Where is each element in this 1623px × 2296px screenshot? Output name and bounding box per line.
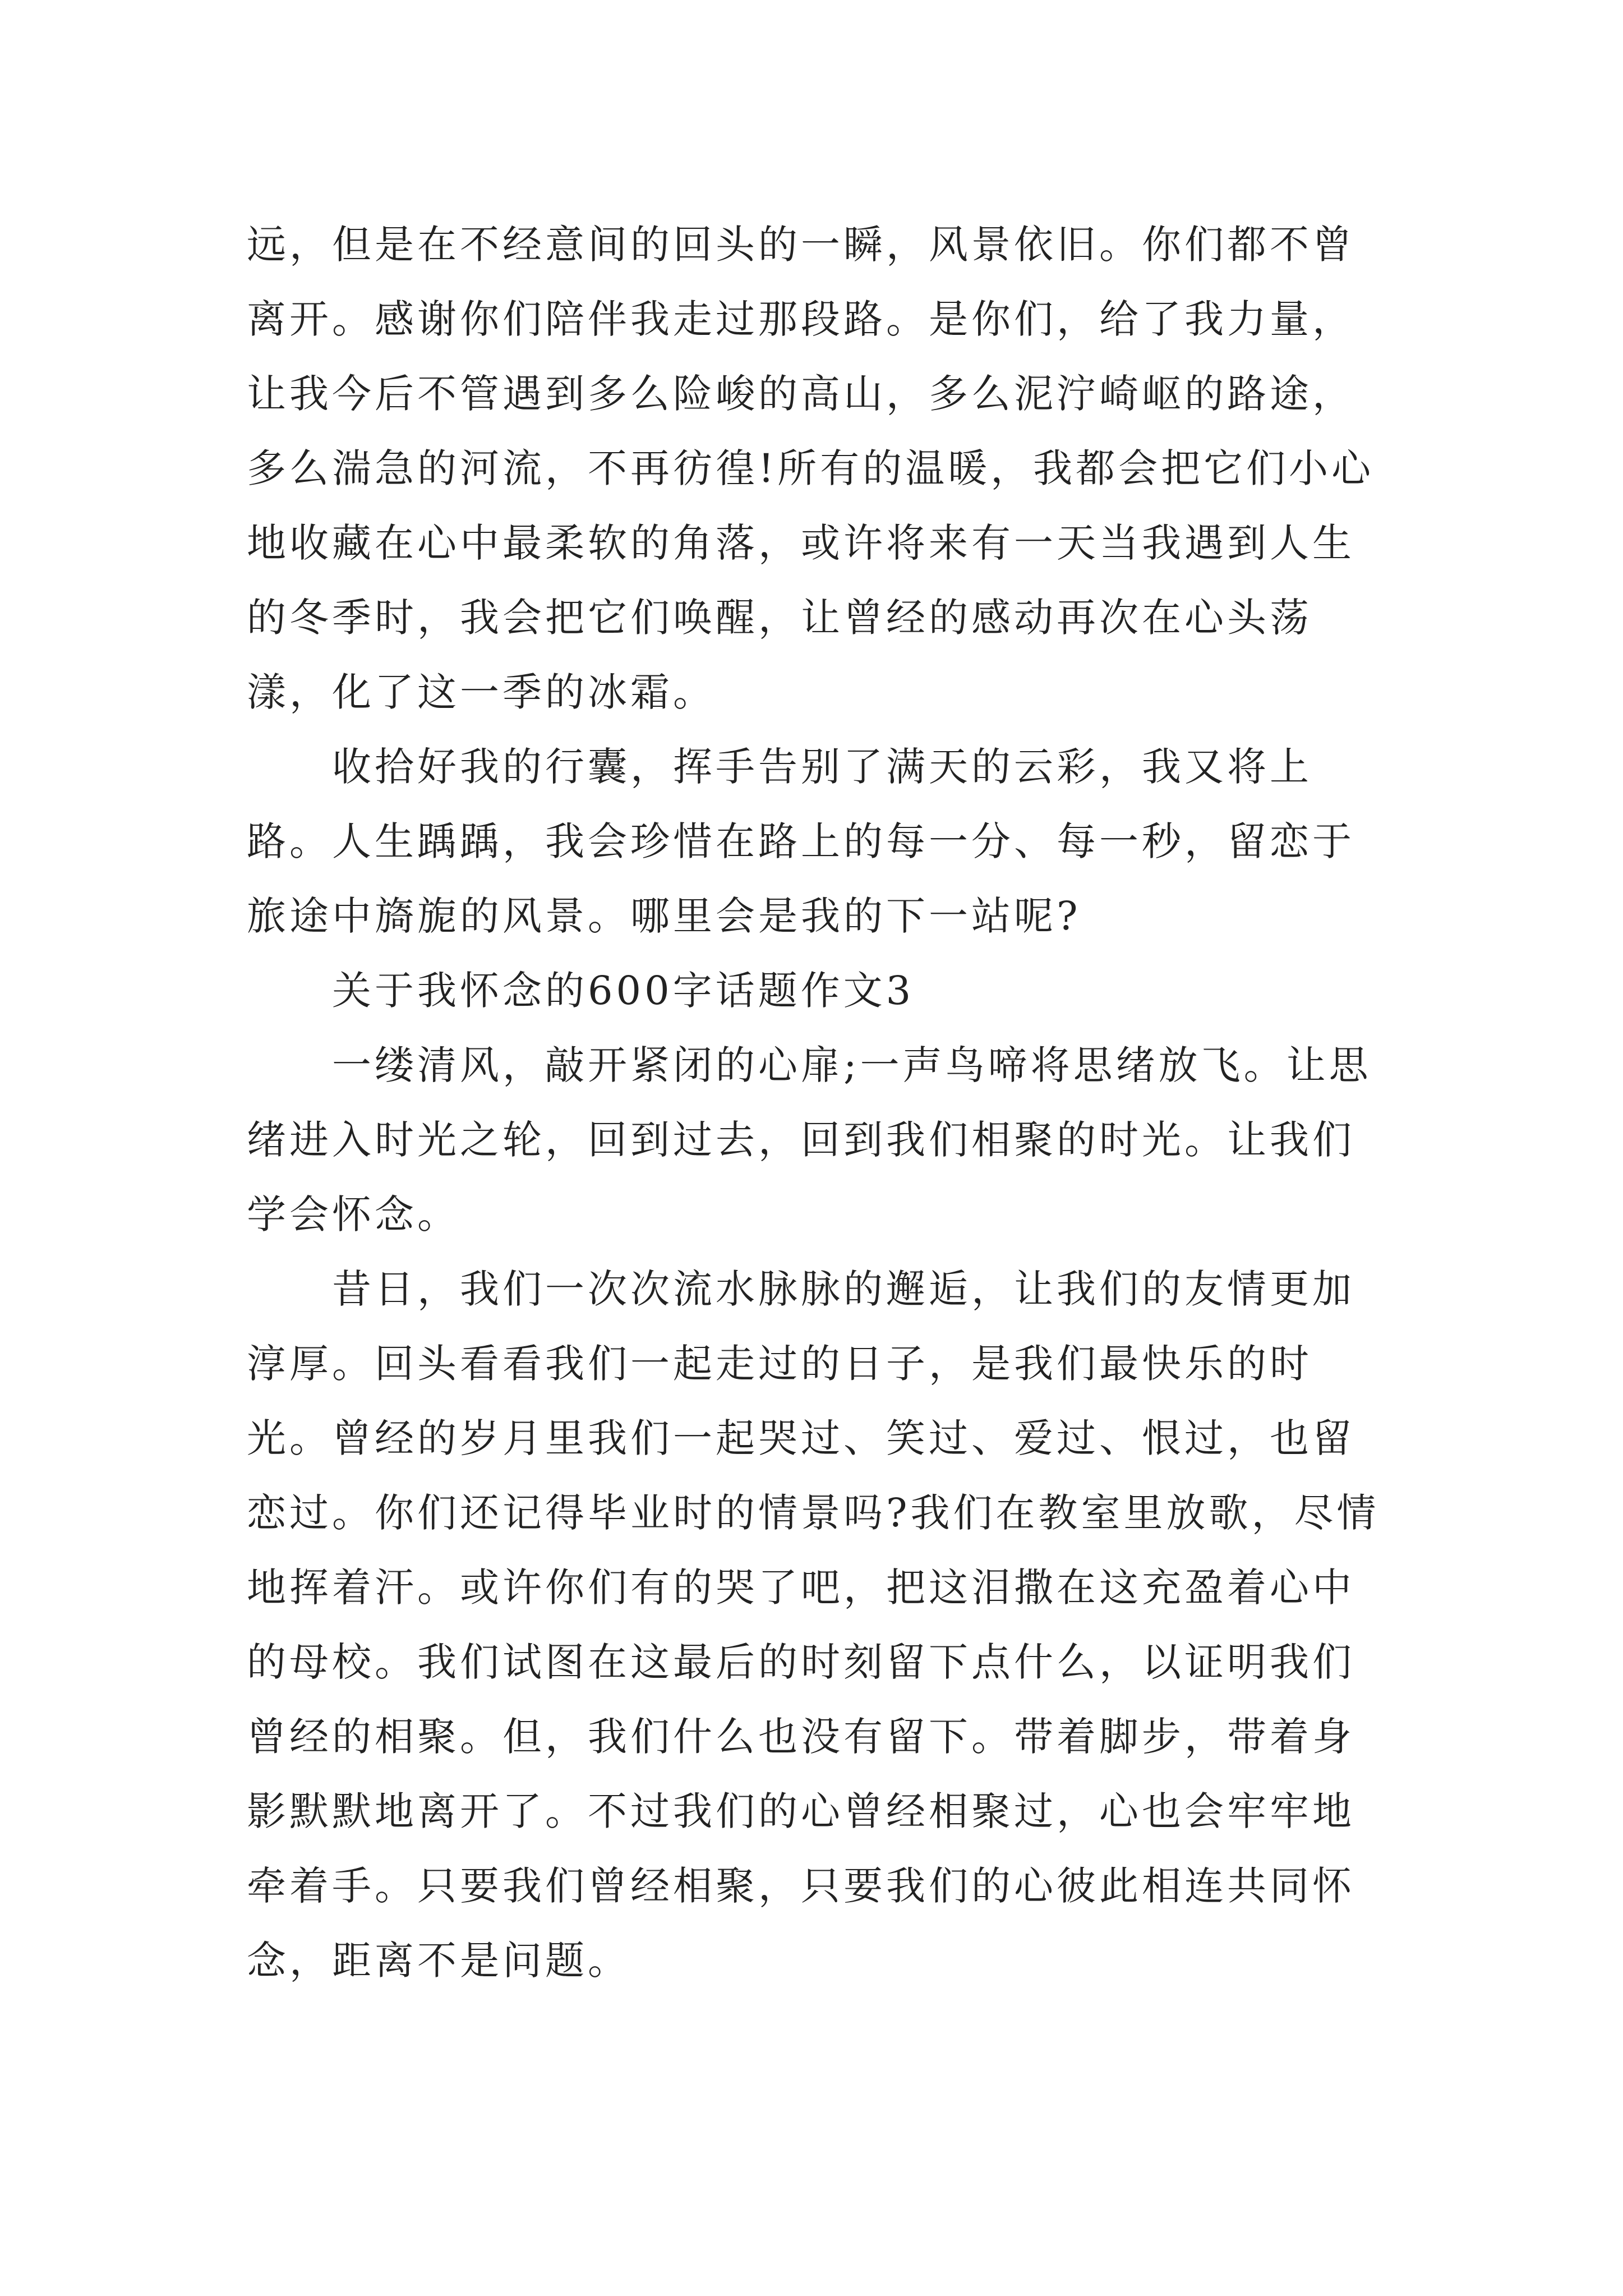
paragraph-journey: 收拾好我的行囊，挥手告别了满天的云彩，我又将上路。人生踽踽，我会珍惜在路上的每一分、每一秒，留恋于旅途中旖旎的风景。哪里会是我的下一站呢? xyxy=(247,744,1355,939)
essay-title: 关于我怀念的600字话题作文3 xyxy=(332,968,915,1014)
document-body xyxy=(247,208,1385,1998)
paragraph-continued: 远，但是在不经意间的回头的一瞬，风景依旧。你们都不曾离开。感谢你们陪伴我走过那段路。是你们，给了我力量，让我今后不管遇到多么险峻的高山，多么泥泞崎岖的路途，多么湍急的河流，不再彷徨!所有的温暖，我都会把它们小心地收藏在心中最柔软的角落，或许将来有一天当我遇到人生的冬季时，我会把它们唤醒，让曾经的感动再次在心头荡漾，化了这一季的冰霜。 xyxy=(247,222,1375,715)
paragraph-breeze: 一缕清风，敲开紧闭的心扉;一声鸟啼将思绪放飞。让思绪进入时光之轮，回到过去，回到我们相聚的时光。让我们学会怀念。 xyxy=(247,1042,1372,1237)
paragraph-memories: 昔日，我们一次次流水脉脉的邂逅，让我们的友情更加淳厚。回头看看我们一起走过的日子，是我们最快乐的时光。曾经的岁月里我们一起哭过、笑过、爱过、恨过，也留恋过。你们还记得毕业时的情景吗?我们在教室里放歌，尽情地挥着汗。或许你们有的哭了吧，把这泪撒在这充盈着心中的母校。我们试图在这最后的时刻留下点什么，以证明我们曾经的相聚。但，我们什么也没有留下。带着脚步，带着身影默默地离开了。不过我们的心曾经相聚过，心也会牢牢地牵着手。只要我们曾经相聚，只要我们的心彼此相连共同怀念，距离不是问题。 xyxy=(247,1266,1380,1984)
